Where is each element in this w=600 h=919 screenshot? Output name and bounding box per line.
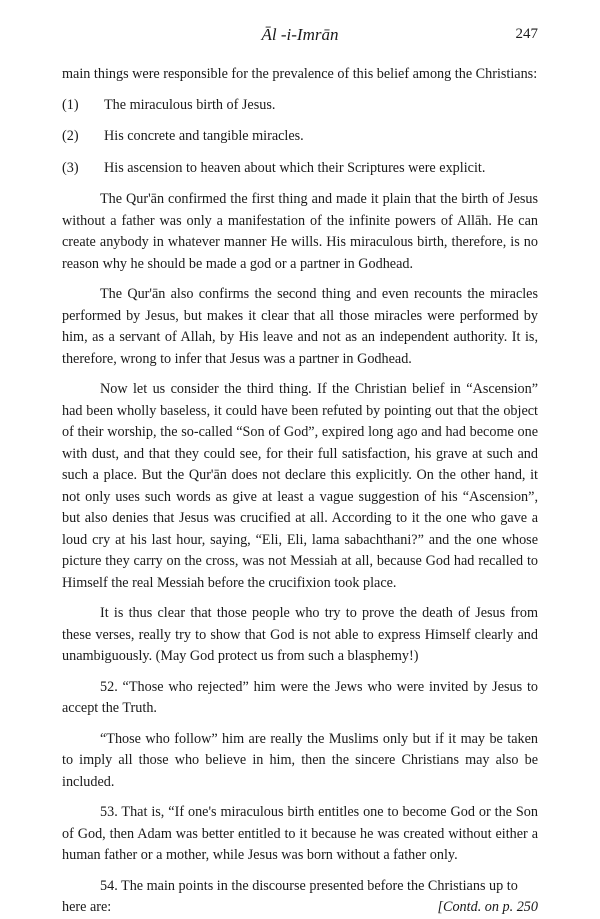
- list-item: [62, 95, 538, 117]
- note-54-line: 54. The main points in the discourse presented before the Christians up to: [100, 877, 518, 894]
- body-paragraph: Now let us consider the third thing. If the Christian belief in “Ascension” had been wholly baseless, it could have been refuted by pointing out that the object of their worship, the so-called “Son of God”, expired long ago and had become one with dust, and that they could see, for their full satisfaction, his grave at such and such a place. But the Qur'ān does not declare this explicitly. On the other hand, it not only uses such words as give at least a vague suggestion of his “Ascension”, but also denies that Jesus was crucified at all. According to it the one who gave a loud cry at his last hour, saying, “Eli, Eli, lama sabachthani?” and the one whose picture they carry on the cross, was not Messiah at all, because God had recalled to Himself the real Messiah before the crucifixion took place.: [62, 381, 538, 591]
- list-item: [62, 158, 538, 180]
- page-number: 247: [515, 26, 538, 42]
- body-paragraph: The Qur'ān confirmed the first thing and made it plain that the birth of Jesus without a father was only a manifestation of the infinite powers of Allāh. He can create anybody in whatever manner He wills. His miraculous birth, therefore, is no reason why he should be made a god or a partner in Godhead.: [62, 191, 538, 272]
- list-item-number: (3): [62, 159, 79, 176]
- list-item: [62, 126, 538, 148]
- list-item-text: The miraculous birth of Jesus.: [104, 96, 276, 113]
- body-paragraph: The Qur'ān also confirms the second thing and even recounts the miracles performed by Jesus, but makes it clear that all those miracles were performed by him, as a servant of Allah, by His leave and not as an independent authority. It is, therefore, wrong to infer that Jesus was a partner in Godhead.: [62, 286, 538, 367]
- continued-reference: [Contd. on p. 250: [437, 899, 538, 915]
- chapter-title: Āl -i-Imrān: [261, 25, 339, 44]
- points-list: [62, 95, 538, 180]
- note-52-continuation: “Those who follow” him are really the Muslims only but if it may be taken to imply all those who believe in him, then the sincere Christians may also be included.: [62, 730, 538, 790]
- note-54: [62, 876, 538, 919]
- page-header: [62, 24, 538, 64]
- note-53: 53. That is, “If one's miraculous birth entitles one to become God or the Son of God, then Adam was better entitled to it because he was created without either a human father or a mother, while Jesus was born without a father only.: [62, 804, 538, 863]
- list-item-number: (2): [62, 128, 79, 144]
- note-54-tail-text: here are:: [62, 899, 112, 915]
- body-paragraph: It is thus clear that those people who try to prove the death of Jesus from these verses, really try to show that God is not able to express Himself clearly and unambiguously. (May God protect us from such a blasphemy!): [62, 605, 538, 664]
- note-54-tail: [62, 897, 538, 919]
- list-item-number: (1): [62, 96, 79, 113]
- note-52: 52. “Those who rejected” him were the Jews who were invited by Jesus to accept the Truth.: [62, 678, 538, 716]
- list-item-text: His ascension to heaven about which their Scriptures were explicit.: [104, 159, 486, 176]
- intro-paragraph: main things were responsible for the prevalence of this belief among the Christians:: [62, 66, 538, 82]
- list-item-text: His concrete and tangible miracles.: [104, 128, 304, 144]
